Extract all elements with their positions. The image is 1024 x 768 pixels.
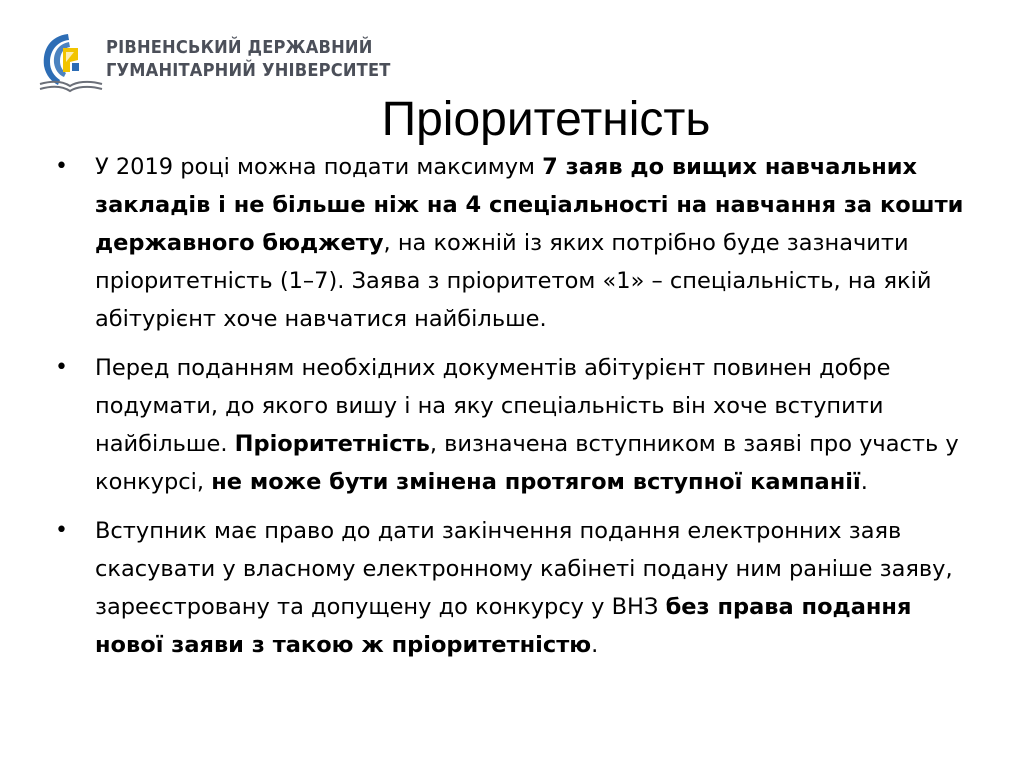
- bullet-text-part: Перед поданням необхідних документів абітурієнт повинен добре подумати, до якого вишу і на яку спеціальність він хоче вступити найбільше.: [95, 355, 891, 457]
- bullet-text-part: , на кожній із яких потрібно буде зазначити пріоритетність (1–7). Заява з пріоритетом «1» – спеціальність, на якій абітурієнт хоче навчатися найбільше.: [95, 230, 932, 332]
- bullet-text-part: .: [860, 469, 868, 495]
- bullet-text: [95, 512, 975, 664]
- bullet-text-bold: 7 заяв до вищих навчальних закладів і не більше ніж на 4 спеціальності на навчання за кошти державного бюджету: [95, 154, 964, 256]
- bullet-text-bold: не може бути змінена протягом вступної кампанії: [211, 469, 861, 495]
- bullet-item: [55, 512, 975, 664]
- slide-title-text: Пріоритетність: [381, 93, 711, 146]
- bullet-list: [55, 148, 975, 675]
- bullet-point-icon: •: [55, 355, 68, 380]
- university-name-line1: РІВНЕНСЬКИЙ ДЕРЖАВНИЙ: [106, 38, 373, 58]
- bullet-text-part: .: [591, 632, 599, 658]
- bullet-item: [55, 148, 975, 338]
- bullet-text: [95, 148, 975, 338]
- bullet-text: [95, 349, 975, 501]
- university-name-line2: ГУМАНІТАРНИЙ УНІВЕРСИТЕТ: [106, 61, 391, 81]
- university-emblem-icon: [36, 30, 104, 94]
- bullet-text-part: Вступник має право до дати закінчення подання електронних заяв скасувати у власному електронному кабінеті подану ним раніше заяву, зареєстровану та допущену до конкурсу у ВНЗ: [95, 518, 953, 620]
- bullet-text-part: У 2019 році можна подати максимум: [95, 154, 543, 180]
- slide-title: [0, 90, 1024, 150]
- university-name: [106, 37, 391, 83]
- bullet-text-bold: без права подання нової заяви з такою ж пріоритетністю: [95, 594, 912, 658]
- bullet-item: [55, 349, 975, 501]
- university-logo: [36, 30, 391, 96]
- bullet-text-part: , визначена вступником в заяві про участь у конкурсі,: [95, 431, 959, 495]
- bullet-point-icon: •: [55, 154, 68, 179]
- bullet-text-bold: Пріоритетність: [234, 431, 430, 457]
- bullet-point-icon: •: [55, 518, 68, 543]
